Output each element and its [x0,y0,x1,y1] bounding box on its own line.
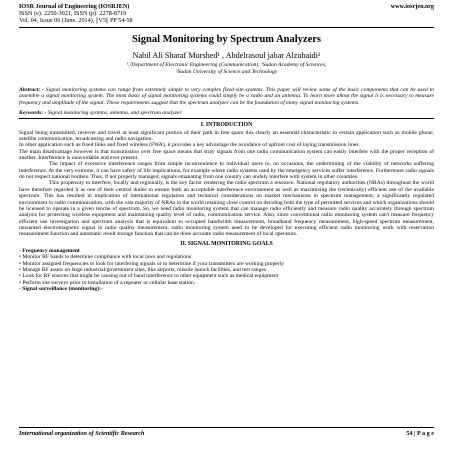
keywords-label: Keywords: - [19,110,47,117]
signal-surveillance-label: - Signal surveillance (monitoring):- [19,285,103,292]
journal-info [19,3,133,24]
issn-line: ISSN (e): 2250-3021, ISSN (p): 2278-8719 [19,10,127,18]
paper-title: Signal Monitoring by Spectrum Analyzers [131,34,321,45]
author-list: Nabil Ali Sharaf Murshed¹ , Abdelrasoul jabar Alzubaidi² [132,51,321,60]
intro-heading: I. INTRODUCTION [200,122,253,129]
footer-rule [19,427,434,428]
intro-paragraph: Signal being transmitted, receiver and travel at least significant portion of their path in free space this clearly an essential characteristic in certain application such as mobile phone, satellite communication, broadcasting and radio navigation. [19,129,434,143]
journal-name: IOSR Journal of Engineering (IOSRJEN) [19,3,130,10]
affiliation-line-1: ¹,²Department of Electronic Engineering (Communication), ¹Sudan Academy of Sciences, [126,62,327,68]
intro-paragraph: This propensity to interfere, locally and regionally, is the key factor rendering the radio spectrum a resource. National regulatory authorities (NRAs) throughout the world have therefore regarded it as one of their central duties to ensure both an acceptable interference environment as well as maximizing the (technically) efficient use of the available spectrum. This has resulted in implication of international regulation and technical considerations on market mechanisms in spectrum management, a significantly regulated environment in radio communication, with the vast majority of NRAs in the world retaining close control on deciding both the type of permitted services and which organizations should be licensed to operate in a given tenche of spectrum. So, we need radio monitoring system that can manage radio efficiently and measure radio quality accurately through spectrum analysis for protecting wireless equipment and maintaining quality level of radio, communication service. Also, since conventional radio monitoring system can't measure frequency efficient use investigation and spectrum analysis that is equivalent to occupied bandwidth measurement, broadband frequency measurement, high-speed spectrum measurement, unwanted electromagnetic signal in radio quality measurement, radio monitoring system need to be developed for executing efficient radio monitoring work with reservation measurement function and automatic result storage function that can be done accurate radio measurement of local operators. [19,180,434,238]
goal-list-item: • Perform site surveys prior to installation of a repeater or cellular base station. [19,279,196,286]
intro-paragraph: In other application such as fixed links and fixed wireless (FWA), it provides a key advantage the avoidance of upfront cost of laying transmission lines. [19,142,360,149]
affiliations [19,62,434,75]
abstract-text: Signal monitoring systems can range from extremely simple to very complex fixed-site-systems. This paper will review some of the basic components that can be used to assemble a signal monitoring system. The most basic of signal monitoring systems could simply be a radio and an antenna. To learn more about the signal it is necessary to measure frequency and amplitude of the signal. These requirements suggest that the spectrum analyzer can be the foundation of many signal monitoring systems. [19,87,434,106]
page-number: 54 | P a g e [406,430,434,437]
abstract [19,87,434,106]
abstract-label: Abstract: - [19,87,44,93]
section-divider [19,118,434,119]
goal-list-item: • Monitor assigned frequencies to look for interfering signals or to determine if your transmitters are working properly [19,260,284,267]
goals-heading: II. SIGNAL MONITORING GOALS [180,240,273,247]
goal-list-item: • Look for RF sources that might be causing out of band interference to other equipment such as medical equipment [19,273,279,280]
volume-line: Vol. 04, Issue 06 (June. 2014), ||V5|| PP 54-58 [19,17,133,25]
keywords-text: Signal monitoring systems, antenna, and spectrum analyzer. [47,110,183,117]
footer-organization: International organization of Scientific Research [19,430,145,437]
header-rule [19,27,434,28]
keywords [19,110,434,116]
affiliation-line-2: ²Sudan University of Science and Technology [175,68,278,75]
goal-list-item: • Monitor RF bands to determine compliance with local laws and regulations [19,254,192,261]
intro-paragraph: The impact of excessive interference ranges from simple inconvenience to individual users to, on occasions, the undermining of the viability of networks suffering interference. At the very extreme, it can have safety of life implications, for example where radio systems used by the emergency services suffer interference. Furthermore radio signals do not respect national borders. Thus, if not properly managed, signals emanating from one country can unduly interfere with system in other countries. [19,161,434,181]
journal-website[interactable]: www.iosrjen.org [390,3,434,10]
intro-paragraph: The main disadvantage however is that transmission over free space means that stray signals from one radio communication system can easily interfere with the proper reception of another. Interference is unavoidable and ever present. [19,148,434,162]
goal-list-item: • Manage RF assets on large industrial/government sites, like airports, missile launch facilities, and test ranges [19,266,266,273]
journal-header [19,3,434,30]
frequency-management-label: - Frequency management [19,247,80,254]
paper-body [19,87,434,292]
